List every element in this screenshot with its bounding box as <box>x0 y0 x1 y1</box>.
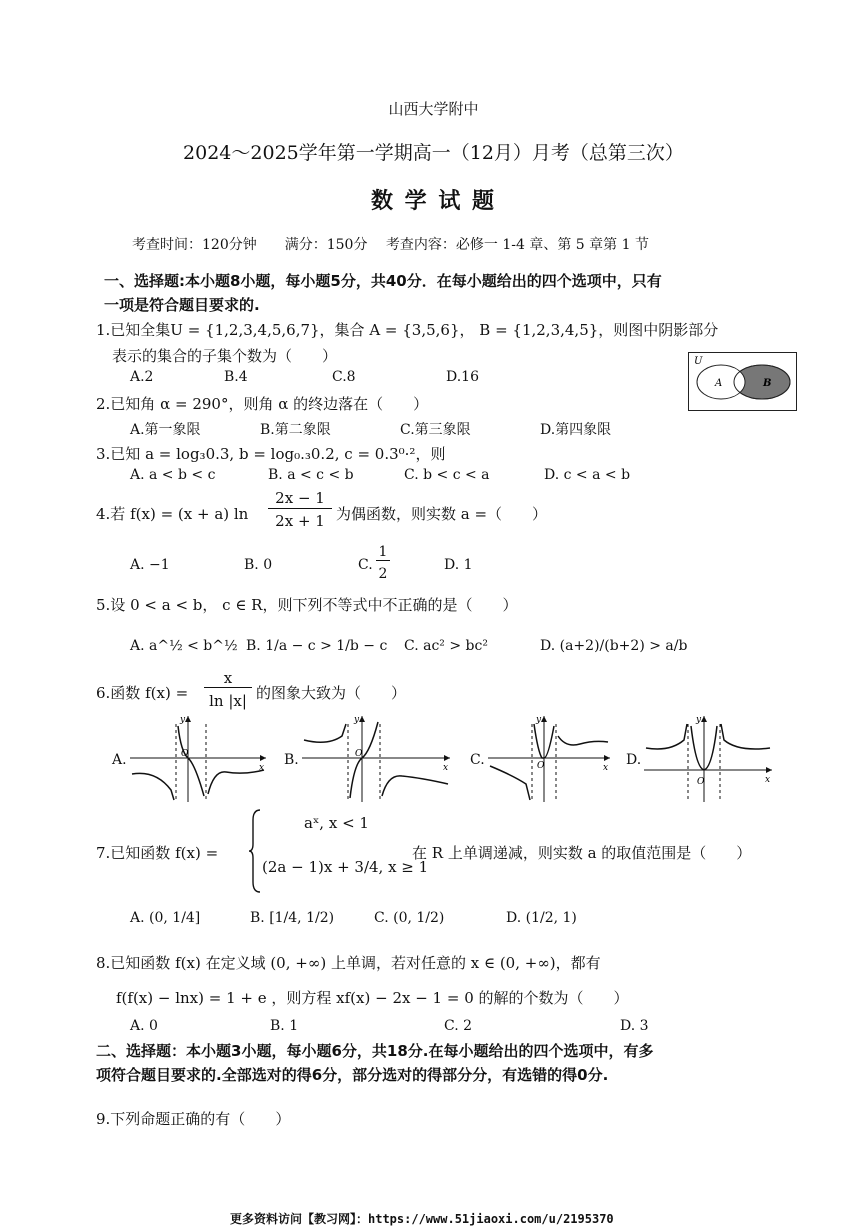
q6-graph-d <box>640 712 776 804</box>
q4-option-d[interactable]: D. 1 <box>444 557 473 573</box>
q4-option-c-num: 1 <box>376 544 390 561</box>
q7-case2: (2a − 1)x + 3/4, x ≥ 1 <box>262 858 429 876</box>
q6-fraction-num: x <box>204 669 252 688</box>
q7-option-c[interactable]: C. (0, 1/2) <box>374 910 445 926</box>
q3-option-b[interactable]: B. a < c < b <box>268 467 354 483</box>
q7-stem-post: 在 R 上单调递减，则实数 a 的取值范围是（ ） <box>412 844 752 862</box>
q4-fraction-den: 2x + 1 <box>275 512 325 530</box>
q6-d-y: y <box>696 715 702 725</box>
q4-fraction-num: 2x − 1 <box>268 489 332 509</box>
venn-label-u: U <box>694 356 703 367</box>
footer-link[interactable]: 更多资料访问【教习网】：https://www.51jiaoxi.com/u/2195370 <box>230 1212 614 1226</box>
q5-option-a[interactable]: A. a^½ < b^½ <box>130 638 238 654</box>
q4-option-a[interactable]: A. −1 <box>130 557 170 573</box>
section2-heading: 二、选择题：本小题3小题，每小题6分，共18分.在每小题给出的四个选项中，有多 <box>96 1042 654 1060</box>
q5-stem: 5.设 0 < a < b， c ∈ R，则下列不等式中不正确的是（ ） <box>96 596 518 614</box>
q7-brace <box>248 808 262 894</box>
section2-heading-cont: 项符合题目要求的.全部选对的得6分，部分选对的得部分分，有选错的得0分. <box>96 1066 609 1084</box>
q6-graph-c <box>484 712 614 804</box>
q6-a-y: y <box>180 715 186 725</box>
q6-graph-b <box>298 712 454 804</box>
q7-case1: aˣ, x < 1 <box>304 814 369 832</box>
q6-option-c[interactable]: C. <box>470 752 485 768</box>
venn-diagram <box>688 352 798 412</box>
q7-option-a[interactable]: A. (0, 1/4] <box>130 910 201 926</box>
q2-option-a[interactable]: A.第一象限 <box>130 422 201 438</box>
q3-option-c[interactable]: C. b < c < a <box>404 467 490 483</box>
q6-a-o: O <box>181 749 189 759</box>
q6-fraction-den: ln |x| <box>209 692 247 710</box>
q4-option-c-label: C. <box>358 557 373 573</box>
q6-c-y: y <box>536 715 542 725</box>
q1-option-c[interactable]: C.8 <box>332 369 356 385</box>
q1-stem: 1.已知全集U = {1,2,3,4,5,6,7}，集合 A = {3,5,6}， B = {1,2,3,4,5}，则图中阴影部分 <box>96 321 719 339</box>
q2-option-b[interactable]: B.第二象限 <box>260 422 331 438</box>
school-name: 山西大学附中 <box>388 100 479 118</box>
venn-label-a: A <box>715 378 723 389</box>
q4-option-b[interactable]: B. 0 <box>244 557 273 573</box>
q6-option-b[interactable]: B. <box>284 752 299 768</box>
q6-graph-a <box>126 712 270 804</box>
q6-a-x: x <box>259 763 265 773</box>
q3-option-a[interactable]: A. a < b < c <box>130 467 216 483</box>
exam-title: 2024～2025学年第一学期高一（12月）月考（总第三次） <box>183 142 684 164</box>
q8-option-b[interactable]: B. 1 <box>270 1018 299 1034</box>
q7-option-b[interactable]: B. [1/4, 1/2) <box>250 910 335 926</box>
q8-option-d[interactable]: D. 3 <box>620 1018 649 1034</box>
q6-b-o: O <box>355 749 363 759</box>
q2-option-c[interactable]: C.第三象限 <box>400 422 471 438</box>
q8-option-c[interactable]: C. 2 <box>444 1018 473 1034</box>
q6-b-x: x <box>443 763 449 773</box>
q6-stem-pre: 6.函数 f(x) = <box>96 684 189 702</box>
q4-stem-pre: 4.若 f(x) = (x + a) ln <box>96 505 249 523</box>
q5-option-d[interactable]: D. (a+2)/(b+2) > a/b <box>540 638 688 654</box>
q4-stem-post: 为偶函数，则实数 a =（ ） <box>336 505 548 523</box>
q9-stem: 9.下列命题正确的有（ ） <box>96 1110 291 1128</box>
q1-option-b[interactable]: B.4 <box>224 369 248 385</box>
section1-heading-cont: 一项是符合题目要求的. <box>104 296 260 314</box>
exam-info: 考查时间：120分钟 满分：150分 考查内容：必修一 1-4 章、第 5 章第 1 节 <box>132 237 649 253</box>
q3-option-d[interactable]: D. c < a < b <box>544 467 631 483</box>
q4-option-c-den: 2 <box>378 566 388 582</box>
q6-option-a[interactable]: A. <box>112 752 127 768</box>
q5-option-c[interactable]: C. ac² > bc² <box>404 638 488 654</box>
q5-option-b[interactable]: B. 1/a − c > 1/b − c <box>246 638 388 654</box>
q6-c-o: O <box>537 761 545 771</box>
venn-label-b: B <box>763 378 772 389</box>
q8-stem-cont: f(f(x) − lnx) = 1 + e ，则方程 xf(x) − 2x − 1 = 0 的解的个数为（ ） <box>116 989 629 1007</box>
q6-d-o: O <box>697 777 705 787</box>
q7-stem-pre: 7.已知函数 f(x) = <box>96 844 219 862</box>
q3-stem: 3.已知 a = log₃0.3, b = log₀.₃0.2, c = 0.3⁰·²，则 <box>96 445 446 463</box>
q1-stem-cont: 表示的集合的子集个数为（ ） <box>112 347 338 365</box>
section1-heading: 一、选择题:本小题8小题，每小题5分，共40分．在每小题给出的四个选项中，只有 <box>104 272 662 290</box>
subject-title: 数 学 试 题 <box>371 189 496 214</box>
q6-stem-post: 的图象大致为（ ） <box>256 684 407 702</box>
q7-option-d[interactable]: D. (1/2, 1) <box>506 910 577 926</box>
q6-c-x: x <box>603 763 609 773</box>
q2-stem: 2.已知角 α = 290°，则角 α 的终边落在（ ） <box>96 395 429 413</box>
q1-option-d[interactable]: D.16 <box>446 369 479 385</box>
q2-option-d[interactable]: D.第四象限 <box>540 422 612 438</box>
q6-b-y: y <box>354 715 360 725</box>
q8-option-a[interactable]: A. 0 <box>130 1018 158 1034</box>
q1-option-a[interactable]: A.2 <box>130 369 154 385</box>
q6-d-x: x <box>765 775 771 785</box>
q6-option-d[interactable]: D. <box>626 752 642 768</box>
q8-stem: 8.已知函数 f(x) 在定义域 (0, +∞) 上单调，若对任意的 x ∈ (0, +∞)，都有 <box>96 954 601 972</box>
